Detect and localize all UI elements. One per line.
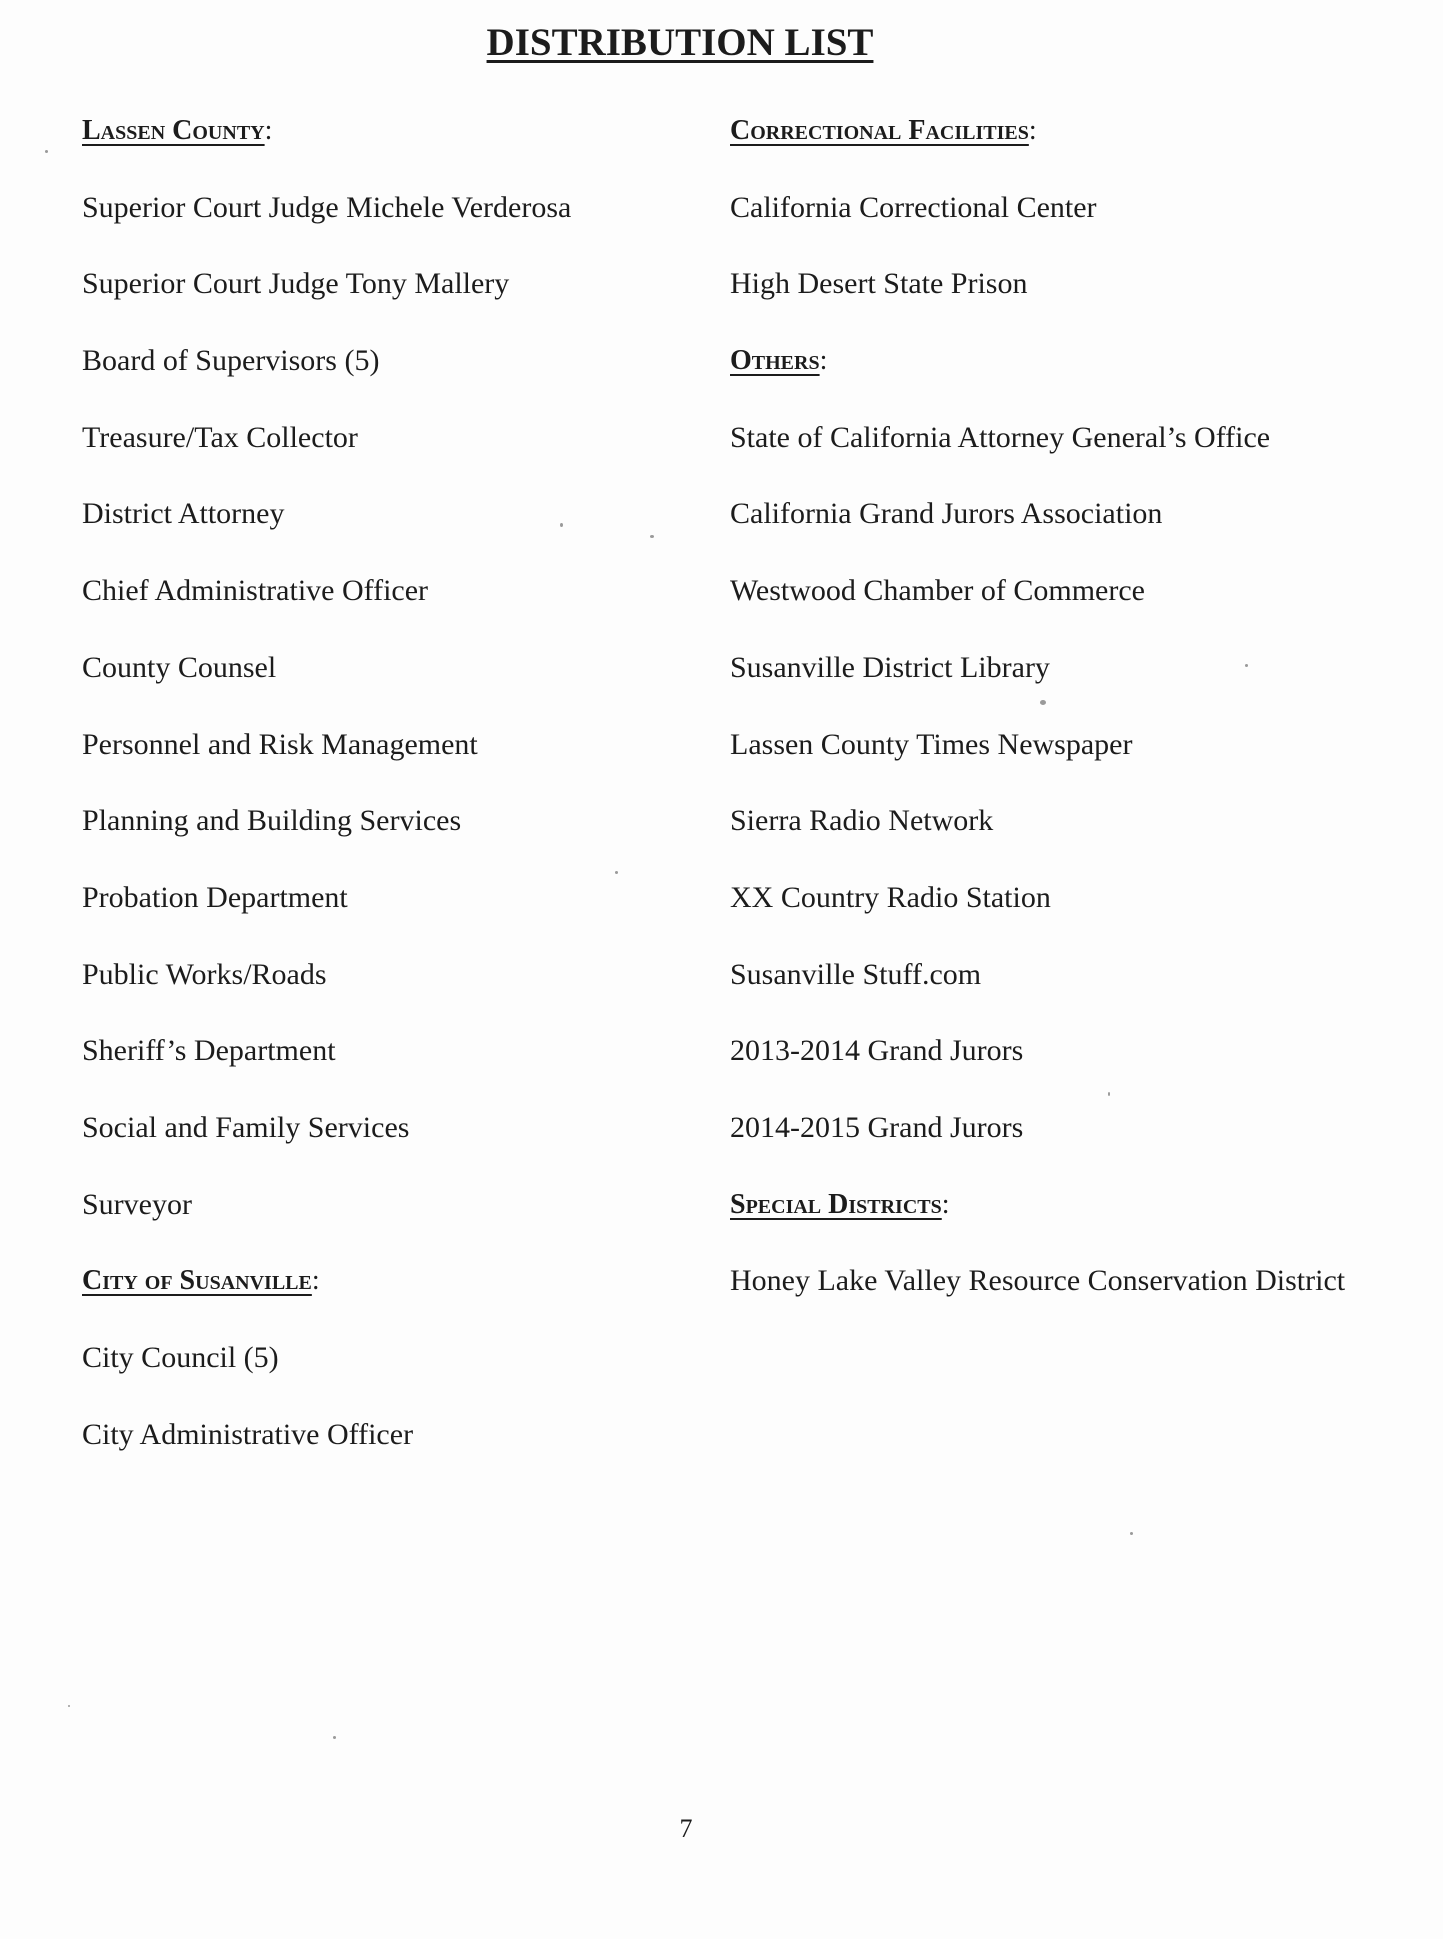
scan-speck (68, 1705, 70, 1707)
section-heading: City of Susanville: (82, 1265, 320, 1297)
distribution-item: Treasure/Tax Collector (82, 420, 358, 454)
distribution-item: Chief Administrative Officer (82, 574, 429, 608)
scan-speck (333, 1736, 336, 1739)
left-distribution-column (82, 109, 702, 1489)
distribution-item: Surveyor (82, 1187, 192, 1221)
distribution-item: Lassen County Times Newspaper (730, 727, 1133, 761)
distribution-item: Probation Department (82, 880, 348, 914)
scan-speck (1130, 1532, 1133, 1535)
distribution-item: California Grand Jurors Association (730, 497, 1163, 531)
distribution-item: Susanville Stuff.com (730, 957, 982, 991)
distribution-item: Superior Court Judge Tony Mallery (82, 267, 510, 301)
distribution-item: 2014-2015 Grand Jurors (730, 1110, 1024, 1144)
distribution-item: City Council (5) (82, 1341, 279, 1374)
distribution-item: 2013-2014 Grand Jurors (730, 1034, 1024, 1068)
section-heading: Correctional Facilities: (730, 115, 1037, 146)
distribution-item: County Counsel (82, 650, 277, 684)
scan-speck (1108, 1092, 1110, 1096)
distribution-item: XX Country Radio Station (730, 880, 1051, 914)
scan-speck (1245, 664, 1248, 667)
section-heading-text: Lassen County (82, 115, 265, 146)
scan-speck (615, 871, 618, 874)
distribution-item: Personnel and Risk Management (82, 727, 478, 761)
distribution-item: Planning and Building Services (82, 804, 462, 838)
scan-speck (45, 150, 48, 153)
section-heading: Lassen County: (82, 115, 273, 146)
scan-speck (1040, 700, 1046, 705)
distribution-item: City Administrative Officer (82, 1417, 414, 1451)
distribution-item: Sierra Radio Network (730, 804, 994, 838)
distribution-item: High Desert State Prison (730, 267, 1028, 301)
section-heading: Others: (730, 345, 828, 377)
distribution-item: Sheriff’s Department (82, 1034, 336, 1068)
scan-speck (560, 523, 563, 527)
scan-speck (650, 535, 654, 538)
distribution-item: State of California Attorney General’s Office (730, 420, 1271, 454)
section-heading: Special Districts: (730, 1188, 950, 1220)
distribution-item: District Attorney (82, 497, 285, 531)
right-distribution-column (730, 109, 1430, 1336)
page-number: 7 (679, 1814, 693, 1843)
section-heading-text: Special Districts (730, 1188, 942, 1220)
distribution-item: Board of Supervisors (5) (82, 344, 380, 378)
section-heading-text: Others (730, 345, 820, 377)
distribution-item: Honey Lake Valley Resource Conservation District (730, 1264, 1346, 1298)
section-heading-text: City of Susanville (82, 1265, 312, 1297)
distribution-item: California Correctional Center (730, 190, 1097, 224)
distribution-item: Westwood Chamber of Commerce (730, 574, 1145, 608)
distribution-item: Public Works/Roads (82, 957, 327, 991)
distribution-item: Susanville District Library (730, 650, 1050, 684)
distribution-item: Superior Court Judge Michele Verderosa (82, 190, 572, 224)
distribution-item: Social and Family Services (82, 1110, 410, 1144)
page-title-text: DISTRIBUTION LIST (486, 21, 874, 64)
page-title (0, 18, 1360, 68)
section-heading-text: Correctional Facilities (730, 115, 1029, 146)
